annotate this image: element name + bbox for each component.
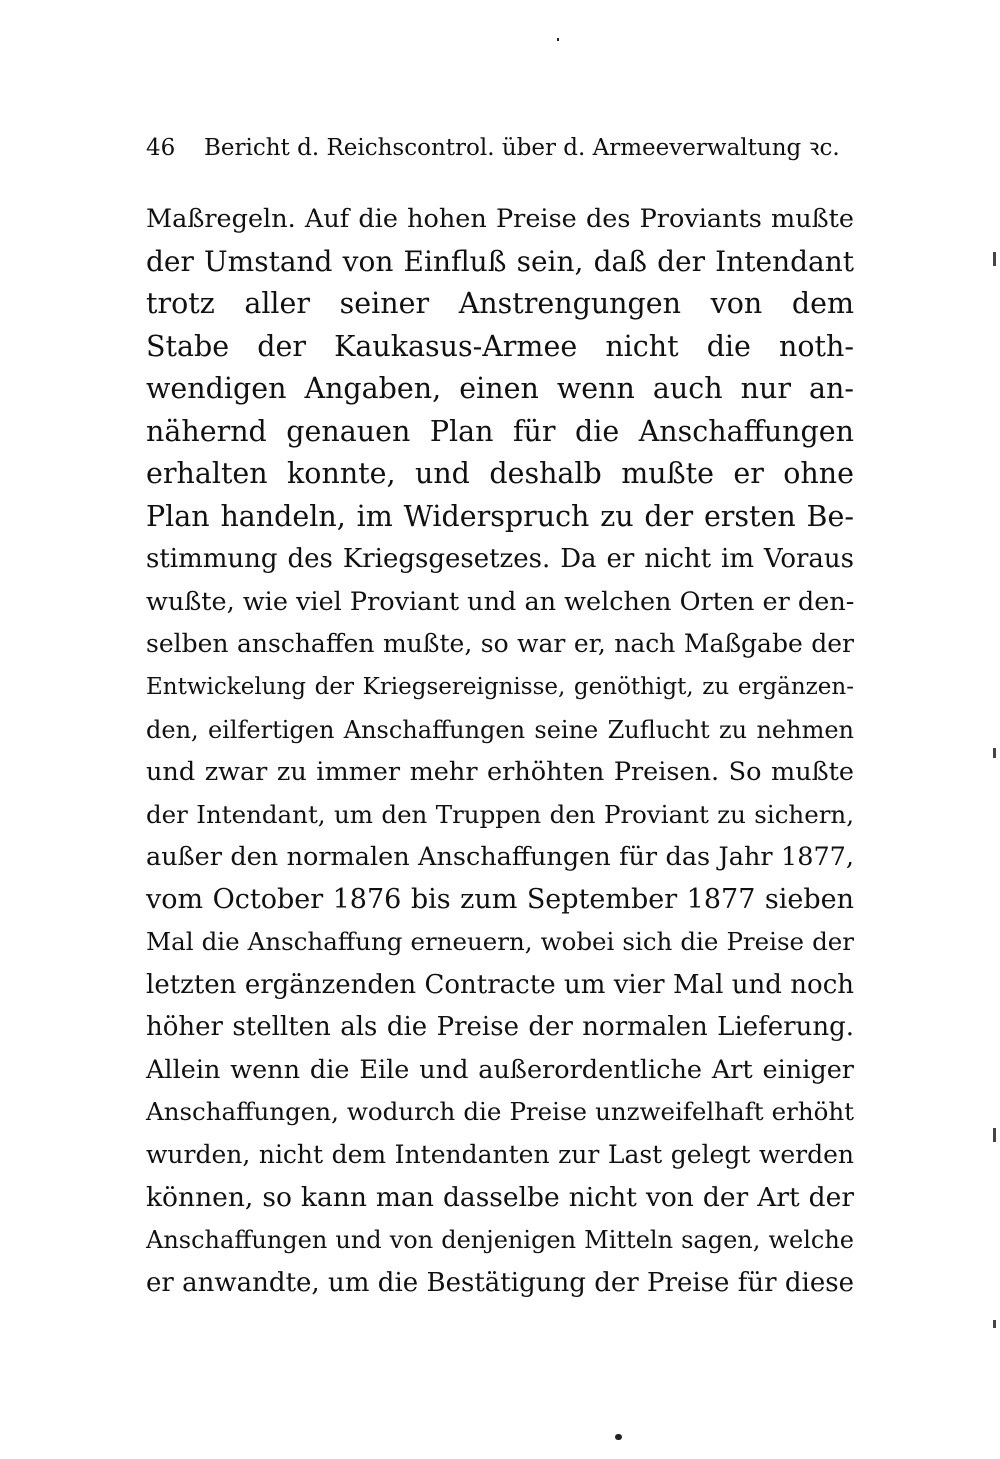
running-title: Bericht d. Reichscontrol. über d. Armeeverwaltung ꝛc. xyxy=(204,135,840,161)
body-text xyxy=(146,198,854,1304)
text-line: Anschaffungen, wodurch die Preise unzweifelhaft erhöht xyxy=(146,1097,854,1127)
edge-speck xyxy=(993,252,996,266)
page-header xyxy=(146,128,846,168)
text-line: können, so kann man dasselbe nicht von der Art der xyxy=(146,1181,854,1213)
text-line: wußte, wie viel Proviant und an welchen Orten er den- xyxy=(146,586,855,617)
text-line: außer den normalen Anschaffungen für das Jahr 1877, xyxy=(146,842,854,873)
text-line: Stabe der Kaukasus-Armee nicht die noth- xyxy=(146,329,854,363)
text-line: wendigen Angaben, einen wenn auch nur an- xyxy=(146,372,854,406)
text-line: stimmung des Kriegsgesetzes. Da er nicht im Voraus xyxy=(146,544,854,575)
print-speck xyxy=(615,1434,622,1440)
text-line: Plan handeln, im Widerspruch zu der ersten Be- xyxy=(146,499,854,533)
text-line: trotz aller seiner Anstrengungen von dem xyxy=(146,287,854,321)
text-line: der Umstand von Einfluß sein, daß der Intendant xyxy=(146,244,854,278)
text-line: erhalten konnte, und deshalb mußte er ohne xyxy=(146,457,854,491)
text-line: der Intendant, um den Truppen den Proviant zu sichern, xyxy=(146,799,854,829)
text-line: Mal die Anschaffung erneuern, wobei sich die Preise der xyxy=(146,927,854,957)
text-line: letzten ergänzenden Contracte um vier Mal und noch xyxy=(146,969,854,1000)
edge-speck xyxy=(993,1320,996,1328)
text-line: nähernd genauen Plan für die Anschaffungen xyxy=(146,414,854,448)
text-line: den, eilfertigen Anschaffungen seine Zuflucht zu nehmen xyxy=(146,715,854,744)
text-line: höher stellten als die Preise der normalen Lieferung. xyxy=(146,1012,854,1043)
print-speck xyxy=(557,38,559,41)
text-line: Anschaffungen und von denjenigen Mitteln sagen, welche xyxy=(146,1226,854,1255)
edge-speck xyxy=(993,1128,996,1142)
text-line: er anwandte, um die Bestätigung der Preise für diese xyxy=(146,1267,854,1298)
text-line: selben anschaffen mußte, so war er, nach Maßgabe der xyxy=(146,629,854,659)
text-line: Entwickelung der Kriegsereignisse, genöthigt, zu ergänzen- xyxy=(146,674,854,701)
text-line: und zwar zu immer mehr erhöhten Preisen. So mußte xyxy=(146,757,854,788)
text-line: wurden, nicht dem Intendanten zur Last gelegt werden xyxy=(146,1140,854,1170)
text-line: vom October 1876 bis zum September 1877 sieben xyxy=(146,883,854,915)
page-number: 46 xyxy=(146,135,176,161)
text-line: Maßregeln. Auf die hohen Preise des Proviants mußte xyxy=(146,204,854,234)
edge-speck xyxy=(993,748,996,758)
text-line: Allein wenn die Eile und außerordentliche Art einiger xyxy=(146,1054,854,1085)
